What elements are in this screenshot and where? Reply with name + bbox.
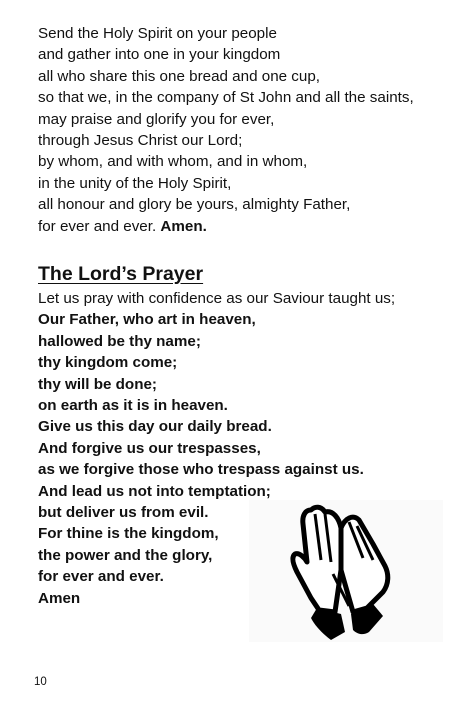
prayer-line: all honour and glory be yours, almighty Father, [38, 196, 351, 214]
prayer-line: may praise and glorify you for ever, [38, 110, 275, 128]
prayer-response-line: the power and the glory, [38, 546, 213, 564]
prayer-response-line: thy kingdom come; [38, 354, 178, 372]
prayer-response-line: hallowed be thy name; [38, 332, 201, 350]
prayer-response-line: Our Father, who art in heaven, [38, 311, 256, 329]
prayer-response-line: but deliver us from evil. [38, 504, 209, 522]
prayer-line-text: for ever and ever. [38, 217, 161, 235]
prayer-line: so that we, in the company of St John and all the saints, [38, 89, 414, 107]
prayer-response-line: For thine is the kingdom, [38, 525, 219, 543]
prayer-line: all who share this one bread and one cup, [38, 67, 321, 85]
prayer-line: and gather into one in your kingdom [38, 46, 281, 64]
section-heading: The Lord’s Prayer [38, 263, 204, 285]
page-number: 10 [34, 676, 47, 688]
prayer-final-line [38, 216, 414, 237]
prayer-line: in the unity of the Holy Spirit, [38, 174, 232, 192]
prayer-line: through Jesus Christ our Lord; [38, 132, 243, 150]
prayer-line: by whom, and with whom, and in whom, [38, 153, 308, 171]
prayer-response-line: And lead us not into temptation; [38, 482, 271, 500]
prayer-response-line: Amen [38, 589, 81, 607]
prayer-response-line: as we forgive those who trespass against us. [38, 461, 364, 479]
amen-response: Amen. [160, 217, 207, 235]
prayer-response-line: And forgive us our trespasses, [38, 439, 261, 457]
prayer-response-line: Give us this day our daily bread. [38, 418, 272, 436]
prayer-invitation: Let us pray with confidence as our Saviour taught us; [38, 290, 396, 307]
eucharistic-prayer-text [38, 23, 414, 237]
prayer-response-line: for ever and ever. [38, 568, 164, 586]
prayer-response-line: thy will be done; [38, 375, 157, 393]
prayer-response-line: on earth as it is in heaven. [38, 397, 228, 415]
praying-hands-icon [249, 500, 443, 642]
prayer-line: Send the Holy Spirit on your people [38, 25, 277, 42]
